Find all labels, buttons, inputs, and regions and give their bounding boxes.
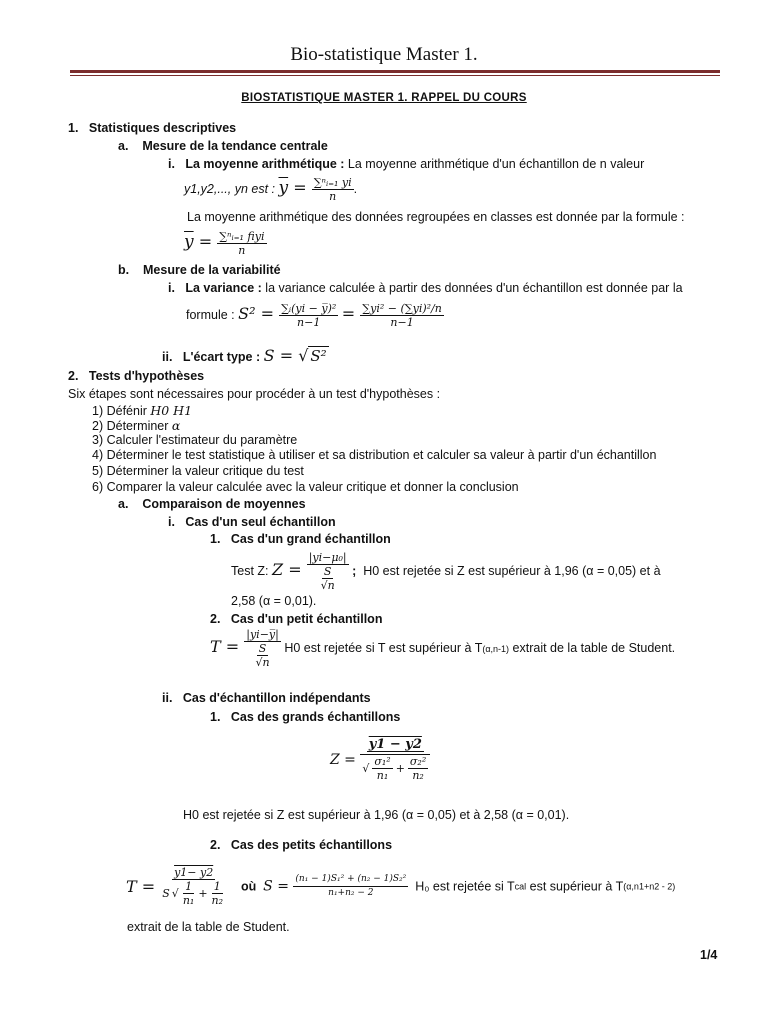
z-lhs: Z =: [271, 559, 307, 579]
mean-formula-line: [184, 176, 357, 203]
z2-denominator: √ $\frac{\text{σ₁²}}{\text{n₁}}$ + $\frac{\text{σ₂²}}{\text{n₂}}$: [360, 754, 430, 782]
t2-formula-line: [126, 866, 675, 907]
grouped-mean-text: La moyenne arithmétique des données regroupées en classes est donnée par la formule :: [187, 210, 685, 224]
section-number: b.: [118, 263, 130, 277]
t2-denominator: S √ $\frac{1}{\text{n₁}}$ + $\frac{1}{\text{n₂}}$: [162, 880, 224, 907]
grouped-denominator: n: [238, 244, 246, 257]
z2-fraction: [360, 738, 430, 782]
section-title: Mesure de la tendance centrale: [142, 139, 328, 153]
section-1ai: [168, 157, 644, 171]
section-1: [68, 121, 236, 135]
t2-n1: n₁: [182, 894, 195, 907]
z2-lhs: Z =: [330, 752, 361, 768]
step-item: [92, 464, 304, 478]
z2-n2: n₂: [412, 769, 424, 782]
period: .: [353, 181, 358, 196]
mean-denominator: n: [329, 190, 337, 203]
ou-word: où: [240, 879, 257, 894]
section-2a: [118, 497, 306, 511]
section-title: Statistiques descriptives: [88, 121, 237, 135]
z2-sigma1: σ₁²: [374, 755, 391, 768]
section-number: ii.: [162, 350, 173, 364]
t-lhs: T =: [210, 636, 245, 656]
mean-numerator: ∑ⁿᵢ₌₁ yi: [313, 176, 352, 189]
t-rule-text: H0 est rejetée si T est supérieur à T: [284, 640, 483, 655]
section-2ai: [168, 515, 336, 529]
section-2-intro: Six étapes sont nécessaires pour procéder à un test d'hypothèses :: [68, 387, 441, 401]
case-number: 2.: [210, 838, 221, 852]
case-title: Cas d'un petit échantillon: [230, 612, 383, 626]
s-denominator: n₁+n₂ − 2: [328, 888, 374, 898]
equals-sign: =: [341, 303, 361, 323]
t-denominator-s: S: [258, 642, 267, 655]
t-fraction: [244, 628, 281, 669]
step-item: [92, 403, 192, 418]
step-math: α: [171, 418, 181, 433]
test-prefix: Test Z:: [231, 563, 272, 578]
case-3: [210, 710, 400, 724]
section-number: a.: [118, 497, 129, 511]
z-rule-text-continued: 2,58 (α = 0,01).: [231, 594, 317, 608]
t2-one: 1: [185, 880, 193, 893]
test-t-line: [210, 628, 675, 669]
t-denominator-n: √n: [255, 656, 270, 669]
plus-sign: +: [395, 762, 405, 775]
header-title: Bio-statistique Master 1.: [290, 44, 478, 65]
section-number: 1.: [68, 121, 79, 135]
z2-formula: [330, 738, 430, 782]
section-number: 2.: [68, 369, 79, 383]
t-rule-text-end: extrait de la table de Student.: [509, 640, 676, 655]
variance-numerator-2: ∑yi² − (∑yi)²/n: [362, 302, 442, 315]
case-4: [210, 838, 392, 852]
variance-numerator-1: ∑ᵢ(yi − y̅)²: [281, 302, 337, 315]
std-formula: S =: [263, 346, 299, 365]
section-title: La moyenne arithmétique :: [185, 157, 345, 171]
s-numerator: (n₁ − 1)S₁² + (n₂ − 1)S₂²: [293, 873, 408, 887]
case-2: [210, 612, 382, 626]
section-text: La moyenne arithmétique d'un échantillon de n valeur: [347, 157, 645, 171]
t2-lhs: T =: [126, 877, 161, 896]
header-rule-thin: [70, 75, 720, 76]
step-label: 5) Déterminer la valeur critique du test: [92, 464, 304, 478]
equals-sign: =: [193, 231, 218, 251]
z2-sigma2: σ₂²: [409, 755, 427, 768]
z-fraction: [307, 551, 349, 592]
case-number: 1.: [210, 710, 221, 724]
section-title: Comparaison de moyennes: [142, 497, 306, 511]
t2-rule-text-end: extrait de la table de Student.: [127, 920, 290, 934]
section-title: La variance :: [185, 281, 262, 295]
equals-sign: =: [288, 177, 312, 197]
header-rule: [70, 70, 720, 73]
test-z-line: [231, 551, 661, 592]
section-number: i.: [168, 281, 175, 295]
t2-n2: n₂: [211, 894, 224, 907]
z-rule-text: H0 est rejetée si Z est supérieur à 1,96 (α = 0,05) et à: [363, 563, 661, 578]
section-1b: [118, 263, 281, 277]
step-math: H0 H1: [150, 403, 193, 418]
case-number: 2.: [210, 612, 221, 626]
step-item: [92, 433, 297, 447]
step-label: 2) Déterminer: [92, 419, 172, 433]
variance-denominator-2: n−1: [390, 316, 414, 329]
z2-numerator: y1 − y2: [368, 737, 422, 752]
case-number: 1.: [210, 532, 221, 546]
z-numerator: |yi−μ₀|: [308, 551, 347, 564]
variance-fraction-1: [279, 302, 338, 329]
z-denominator-n: √n: [320, 579, 335, 592]
grouped-numerator: ∑ⁿᵢ₌₁ fiyi: [219, 230, 265, 243]
formula-prefix: formule :: [186, 307, 239, 322]
mean-prefix: y1,y2,..., yn est :: [184, 181, 276, 196]
t2-one-b: 1: [213, 880, 221, 893]
std-radicand: S²: [310, 347, 327, 365]
case-1: [210, 532, 391, 546]
t2-rule-text-mid: est supérieur à T: [526, 879, 624, 894]
step-item: [92, 448, 656, 462]
grouped-mean-formula: [184, 230, 267, 257]
section-number: i.: [168, 515, 175, 529]
section-title: Cas d'échantillon indépendants: [182, 691, 371, 705]
grouped-fraction: [217, 230, 266, 257]
t2-numerator: y1− y2: [174, 866, 214, 879]
case-title: Cas d'un grand échantillon: [230, 532, 391, 546]
section-title: L'écart type :: [182, 350, 261, 364]
section-2: [68, 369, 204, 383]
section-2aii: [162, 691, 371, 705]
step-label: 6) Comparer la valeur calculée avec la valeur critique et donner la conclusion: [92, 480, 519, 494]
section-number: ii.: [162, 691, 173, 705]
section-number: i.: [168, 157, 175, 171]
section-number: a.: [118, 139, 129, 153]
t-subscript: (α,n-1): [482, 643, 510, 654]
section-title: Mesure de la variabilité: [143, 263, 281, 277]
section-1bi: [168, 281, 683, 295]
separator: ;: [352, 563, 357, 578]
step-label: 4) Déterminer le test statistique à utiliser et sa distribution et calculer sa valeur à partir d'un échantillon: [92, 448, 657, 462]
t-numerator: |yi−y̅|: [246, 628, 279, 641]
t2-rule-text: H₀ est rejetée si T: [415, 879, 515, 894]
z2-rule-text: H0 est rejetée si Z est supérieur à 1,96 (α = 0,05) et à 2,58 (α = 0,01).: [183, 808, 570, 822]
s-fraction: [293, 873, 408, 900]
step-item: [92, 480, 519, 494]
section-title: Cas d'un seul échantillon: [185, 515, 336, 529]
page-number: 1/4: [700, 948, 718, 962]
variance-denominator-1: n−1: [297, 316, 321, 329]
step-label: 3) Calculer l'estimateur du paramètre: [92, 433, 298, 447]
section-title: Tests d'hypothèses: [88, 369, 205, 383]
step-label: 1) Défénir: [92, 404, 151, 418]
z2-n1: n₁: [376, 769, 389, 782]
case-title: Cas des grands échantillons: [230, 710, 401, 724]
plus-sign: +: [198, 887, 208, 900]
step-item: [92, 418, 180, 433]
ybar-symbol: $\overline{y}$: [278, 177, 289, 198]
ybar-symbol: $\overline{y}$: [184, 231, 194, 252]
variance-fraction-2: [360, 302, 444, 329]
document-heading: BIOSTATISTIQUE MASTER 1. RAPPEL DU COURS: [241, 92, 527, 104]
mean-fraction: [312, 176, 354, 203]
section-1bii: ii. L'écart type : S = √ S²: [162, 346, 327, 365]
s-lhs: S =: [263, 878, 294, 895]
section-text: la variance calculée à partir des données d'un échantillon est donnée par la: [265, 281, 683, 295]
case-title: Cas des petits échantillons: [230, 838, 393, 852]
t2-s: S: [162, 887, 170, 900]
section-1a: [118, 139, 328, 153]
variance-formula: [186, 302, 444, 329]
z-denominator-s: S: [323, 565, 332, 578]
t2-cal-subscript: cal: [514, 881, 527, 892]
t2-fraction: [160, 866, 227, 907]
t2-subscript: (α,n1+n2 - 2): [623, 881, 676, 892]
variance-lhs: S² =: [238, 303, 280, 323]
